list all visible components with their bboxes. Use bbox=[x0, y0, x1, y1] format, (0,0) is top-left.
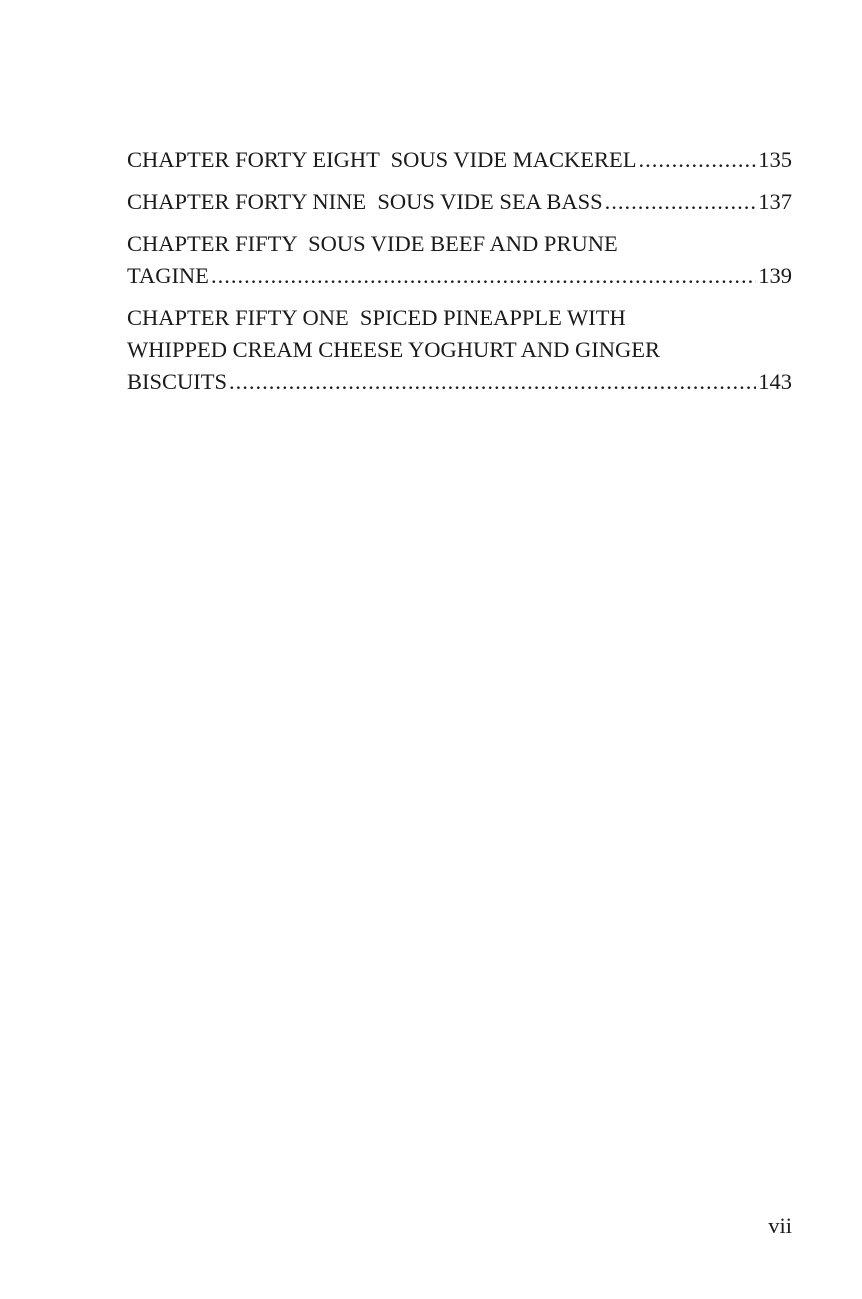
toc-entry-title: CHAPTER FORTY NINE SOUS VIDE SEA BASS bbox=[127, 189, 603, 214]
toc-entry[interactable] bbox=[127, 144, 792, 176]
toc-page-number: 143 bbox=[758, 369, 792, 394]
toc-entry[interactable] bbox=[127, 186, 792, 218]
dot-leader bbox=[229, 366, 756, 398]
toc-page-number: 135 bbox=[758, 147, 792, 172]
toc-page-number: 137 bbox=[758, 189, 792, 214]
toc-entry-line bbox=[127, 260, 792, 292]
table-of-contents bbox=[127, 144, 792, 408]
toc-page-number: 139 bbox=[758, 263, 792, 288]
toc-entry-title-continued: WHIPPED CREAM CHEESE YOGHURT AND GINGER bbox=[127, 337, 661, 362]
toc-entry-line bbox=[127, 186, 792, 218]
dot-leader bbox=[639, 144, 757, 176]
toc-entry[interactable] bbox=[127, 302, 792, 398]
toc-entry-line bbox=[127, 144, 792, 176]
page-number: vii bbox=[768, 1213, 792, 1238]
toc-entry-title: CHAPTER FIFTY SOUS VIDE BEEF AND PRUNE bbox=[127, 231, 618, 256]
toc-entry-line bbox=[127, 366, 792, 398]
toc-entry-title-continued: BISCUITS bbox=[127, 369, 228, 394]
dot-leader bbox=[605, 186, 757, 218]
toc-entry-title: CHAPTER FIFTY ONE SPICED PINEAPPLE WITH bbox=[127, 305, 626, 330]
toc-entry-title-continued: TAGINE bbox=[127, 263, 209, 288]
dot-leader bbox=[211, 260, 756, 292]
toc-entry[interactable] bbox=[127, 228, 792, 292]
toc-entry-title: CHAPTER FORTY EIGHT SOUS VIDE MACKEREL bbox=[127, 147, 637, 172]
